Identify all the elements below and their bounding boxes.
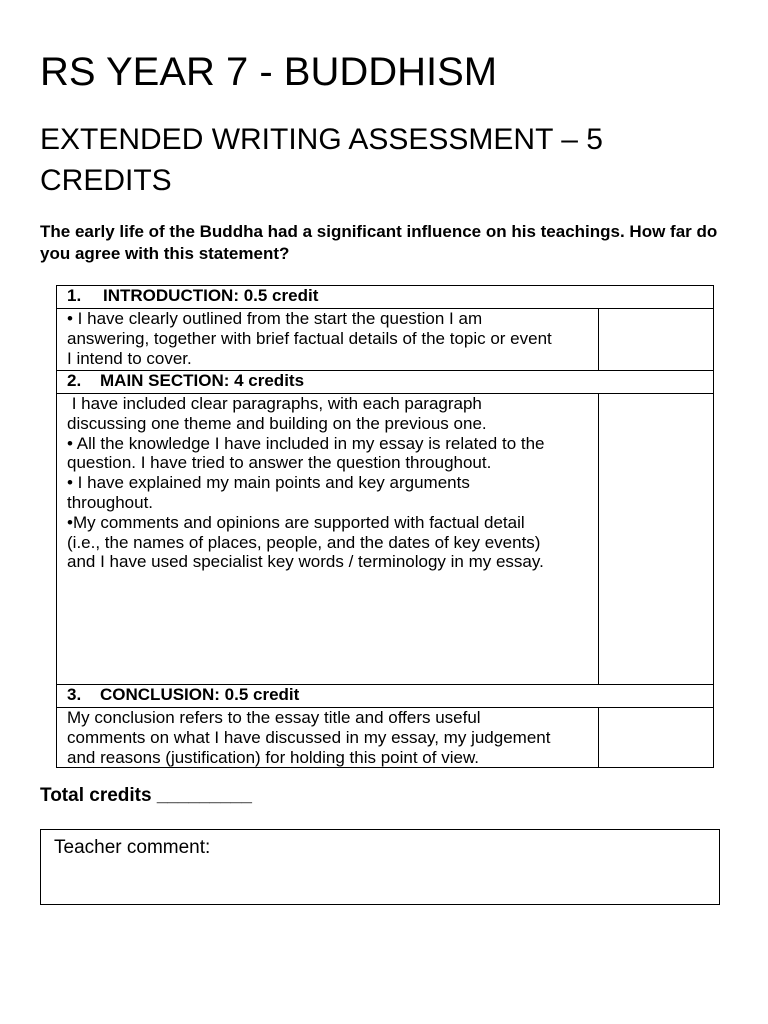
- criteria-line: question. I have tried to answer the question throughout.: [67, 453, 492, 473]
- conclusion-number: 3.: [67, 685, 82, 704]
- introduction-criteria-row: [57, 309, 714, 371]
- essay-question: The early life of the Buddha had a significant influence on his teachings. How far do you agree with this statement?: [40, 222, 718, 263]
- criteria-line: and reasons (justification) for holding this point of view.: [67, 747, 480, 767]
- introduction-heading: [57, 286, 714, 309]
- teacher-comment-box[interactable]: [40, 829, 720, 905]
- rubric-table: [56, 285, 714, 768]
- main-number: 2.: [67, 371, 82, 390]
- criteria-line: answering, together with brief factual details of the topic or event: [67, 328, 552, 348]
- main-heading: [57, 371, 714, 394]
- introduction-number: 1.: [67, 286, 82, 305]
- introduction-heading-row: [57, 286, 714, 309]
- conclusion-criteria: [57, 708, 599, 768]
- criteria-line: I intend to cover.: [67, 348, 192, 368]
- conclusion-heading-text: CONCLUSION: 0.5 credit: [100, 685, 300, 704]
- criteria-line: (i.e., the names of places, people, and the dates of key events): [67, 532, 541, 552]
- criteria-line: I have included clear paragraphs, with each paragraph: [67, 394, 482, 413]
- criteria-line: •My comments and opinions are supported with factual detail: [67, 512, 525, 532]
- criteria-line: • I have explained my main points and key arguments: [67, 473, 470, 493]
- main-mark-cell[interactable]: [599, 394, 714, 685]
- page-title: RS YEAR 7 - BUDDHISM: [40, 50, 498, 94]
- criteria-line: • All the knowledge I have included in my essay is related to the: [67, 433, 545, 453]
- total-credits: Total credits _________: [40, 785, 252, 806]
- main-heading-text: MAIN SECTION: 4 credits: [100, 371, 305, 390]
- introduction-mark-cell[interactable]: [599, 309, 714, 371]
- introduction-criteria: [57, 309, 599, 371]
- criteria-line: throughout.: [67, 492, 154, 512]
- criteria-line: • I have clearly outlined from the start the question I am: [67, 309, 483, 328]
- criteria-line: comments on what I have discussed in my essay, my judgement: [67, 727, 551, 747]
- conclusion-heading: [57, 685, 714, 708]
- main-heading-row: [57, 371, 714, 394]
- criteria-line: discussing one theme and building on the previous one.: [67, 413, 487, 433]
- main-criteria-row: [57, 394, 714, 685]
- introduction-heading-text: INTRODUCTION: 0.5 credit: [103, 286, 319, 305]
- conclusion-criteria-row: [57, 708, 714, 768]
- criteria-line: My conclusion refers to the essay title and offers useful: [67, 708, 481, 727]
- criteria-line: and I have used specialist key words / terminology in my essay.: [67, 552, 544, 572]
- page-subtitle: EXTENDED WRITING ASSESSMENT – 5 CREDITS: [40, 123, 603, 197]
- main-criteria: [57, 394, 599, 685]
- teacher-comment-label: Teacher comment:: [54, 837, 211, 858]
- conclusion-heading-row: [57, 685, 714, 708]
- conclusion-mark-cell[interactable]: [599, 708, 714, 768]
